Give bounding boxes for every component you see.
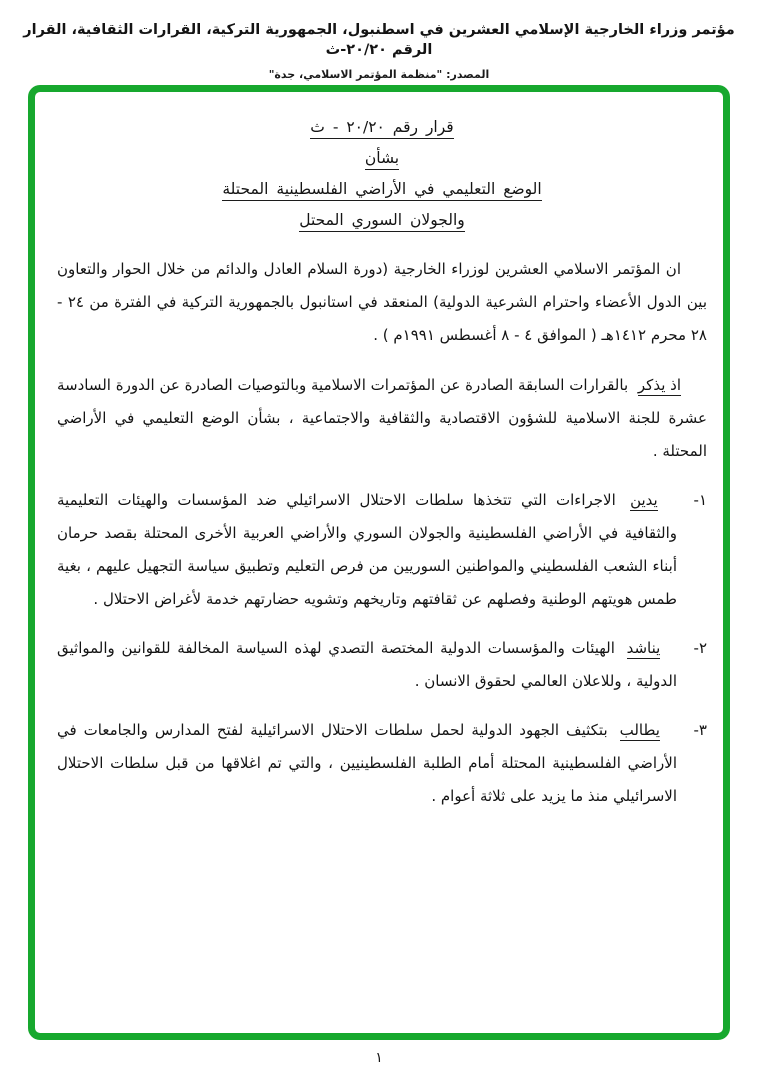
resolution-item-1 — [57, 484, 707, 616]
preamble-paragraph-2 — [57, 369, 707, 468]
preamble-paragraph-2-lead: اذ يذكر — [637, 376, 681, 394]
item-3-text: بتكثيف الجهود الدولية لحمل سلطات الاحتلال الاسرائيلية لفتح المدارس والجامعات في الأراضي الفلسطينية المحتلة أمام الطلبة الفلسطينيين ، والتي تم اغلاقها من قبل سلطات الاحتلال الاسرائيلي منذ ما يزيد على ثلاثة أعوام . — [57, 721, 677, 805]
conference-title-line: مؤتمر وزراء الخارجية الإسلامي العشرين في اسطنبول، الجمهورية التركية، القرارات الثقافية، القرار الرقم ٢٠/٢٠-ث — [23, 22, 735, 58]
item-2-text: الهيئات والمؤسسات الدولية المختصة التصدي لهذه السياسة المخالفة للقوانين والمواثيق الدولية ، وللاعلان العالمي لحقوق الانسان . — [57, 639, 677, 690]
resolution-items — [57, 484, 707, 813]
item-2-lead: يناشد — [626, 639, 661, 657]
resolution-subject-text-2: والجولان السوري المحتل — [299, 211, 465, 232]
resolution-subject-line-2 — [57, 205, 707, 236]
resolution-item-2 — [57, 632, 707, 698]
preamble-paragraph-1 — [57, 253, 707, 352]
resolution-regarding-line — [57, 143, 707, 174]
item-1-text: الاجراءات التي تتخذها سلطات الاحتلال الاسرائيلي ضد المؤسسات والهيئات التعليمية والثقافية في الأراضي الفلسطينية والجولان السوري والأراضي العربية الأخرى المحتلة بقصد حرمان أبناء الشعب الفلسطيني والمواطنين السوريين من فرص التعليم وتطبيق سياسة التجهيل عليهم ، بغية طمس هويتهم الوطنية وفصلهم عن ثقافتهم وتاريخهم وتشويه حضارتهم خدمة لأغراض الاحتلال . — [57, 491, 677, 608]
document-header — [0, 20, 758, 81]
document-border-frame — [28, 85, 730, 1040]
resolution-regarding-text: بشأن — [365, 149, 399, 170]
item-3-number: ٣- — [693, 721, 707, 739]
source-line: المصدر: "منظمة المؤتمر الاسلامي، جدة" — [268, 68, 490, 81]
resolution-number-line — [57, 112, 707, 143]
item-1-lead: يدين — [630, 491, 658, 509]
resolution-number-text: قرار رقم ٢٠/٢٠ - ث — [310, 118, 453, 139]
item-2-number: ٢- — [693, 639, 707, 657]
item-3-lead: يطالب — [619, 721, 660, 739]
resolution-title-block — [57, 112, 707, 236]
resolution-subject-text-1: الوضع التعليمي في الأراضي الفلسطينية المحتلة — [222, 180, 541, 201]
preamble-paragraph-2-text: بالقرارات السابقة الصادرة عن المؤتمرات الاسلامية وبالتوصيات الصادرة عن الدورة السادسة عشرة للجنة الاسلامية للشؤون الاقتصادية والثقافية والاجتماعية ، بشأن الوضع التعليمي في الأراضي المحتلة . — [56, 376, 707, 460]
resolution-item-3 — [57, 714, 707, 813]
resolution-subject-line-1 — [57, 174, 707, 205]
item-1-number: ١- — [693, 491, 707, 509]
preamble-paragraph-1-text: ان المؤتمر الاسلامي العشرين لوزراء الخارجية (دورة السلام العادل والدائم من خلال الحوار والتعاون بين الدول الأعضاء واحترام الشرعية الدولية) المنعقد في استانبول بالجمهورية التركية في الفترة من ٢٤ - ٢٨ محرم ١٤١٢هـ ( الموافق ٤ - ٨ أغسطس ١٩٩١م ) . — [57, 260, 707, 344]
page-number: ١ — [375, 1050, 383, 1066]
